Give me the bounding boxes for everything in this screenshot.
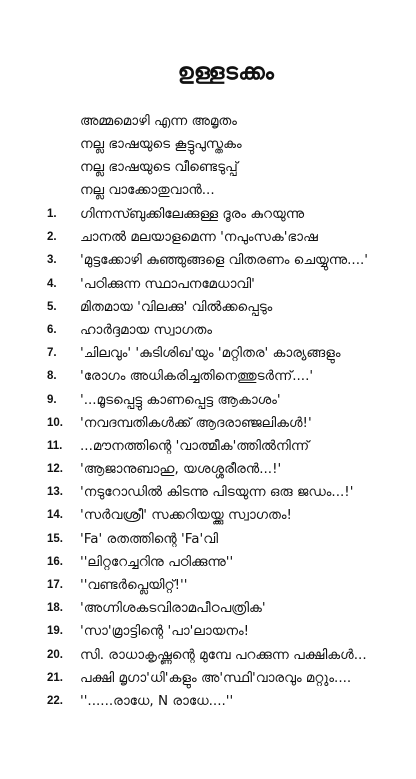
toc-title: മിതമായ 'വിലക്കു' വിൽക്കപ്പെടും [80, 298, 273, 315]
toc-title: പക്ഷി മൃഗാ'ധി'കളും അ'സ്ഥി'വാരവും മറ്റും.... [80, 669, 352, 686]
toc-title: ...മൗനത്തിന്റെ 'വാത്മീക'ത്തിൽനിന്ന് [80, 437, 310, 454]
toc-item [0, 342, 416, 365]
toc-number: 10. [47, 416, 63, 429]
toc-item [0, 273, 416, 296]
toc-item [0, 226, 416, 249]
intro-list [80, 110, 242, 202]
toc-item [0, 597, 416, 620]
toc-title: ''ലിറ്ററേച്ചറിനു പഠിക്കുന്നു'' [80, 553, 234, 570]
page-title: ഉള്ളടക്കം [177, 60, 275, 85]
toc-item [0, 412, 416, 435]
toc-item [0, 249, 416, 272]
toc-item [0, 389, 416, 412]
toc-item [0, 504, 416, 527]
toc-title: 'അഗ്നിശകടവിരാമപീഠപത്രിക' [80, 600, 266, 617]
toc-title: ചാനൽ മലയാളമെന്ന 'നപുംസക'ഭാഷ [80, 229, 318, 246]
toc-title: സി. രാധാകൃഷ്ണന്റെ മുമ്പേ പറക്കുന്ന പക്ഷികൾ... [80, 646, 367, 663]
toc-title: 'നടുറോഡിൽ കിടന്നു പിടയുന്ന ഒരു ജഡം...!' [80, 484, 354, 501]
toc-title: 'ചിലവും' 'കുടിശിഖ'യും 'മറ്റിതര' കാര്യങ്ങളും [80, 345, 341, 362]
toc-title: 'പഠിക്കുന്ന സ്ഥാപനമേധാവി' [80, 275, 255, 292]
toc-item [0, 620, 416, 643]
toc-title: 'നവദമ്പതികൾക്ക് ആദരാഞ്ജലികൾ!' [80, 414, 312, 431]
toc-item [0, 690, 416, 713]
toc-title: 'Fa' രതത്തിന്റെ 'Fa'വി [80, 530, 219, 547]
toc-number: 15. [47, 532, 63, 545]
toc-number: 21. [47, 671, 63, 684]
toc-title: ''വണ്ടർപ്ലെയിറ്റ്!'' [80, 577, 188, 593]
toc-item [0, 296, 416, 319]
toc-number: 13. [47, 486, 63, 499]
toc-title: 'ആജാനുബാഹു, യശശ്ശരീരൻ...!' [80, 461, 282, 478]
intro-item: അമ്മമൊഴി എന്ന അമൃതം [80, 113, 237, 129]
toc-number: 12. [47, 463, 63, 476]
toc-number: 4. [47, 277, 57, 290]
toc-number: 20. [47, 648, 63, 661]
toc-item [0, 203, 416, 226]
toc-item [0, 481, 416, 504]
toc-item [0, 644, 416, 667]
toc-number: 22. [47, 694, 63, 707]
toc-number: 6. [47, 323, 57, 336]
toc-number: 1. [47, 208, 57, 220]
toc-number: 11. [47, 439, 63, 452]
toc-number: 18. [47, 602, 63, 615]
toc-number: 3. [47, 254, 57, 267]
intro-item: നല്ല ഭാഷയുടെ വീണ്ടെടുപ്പ് [80, 159, 238, 175]
intro-item: നല്ല ഭാഷയുടെ കൂട്ടുപുസ്തകം [80, 136, 242, 152]
toc-title: 'സാ'മ്രാട്ടിന്റെ 'പാ'ലായനം! [80, 623, 250, 640]
toc-number: 8. [47, 370, 57, 383]
toc-item [0, 667, 416, 690]
toc-title: 'രോഗം അധികരിച്ചതിനെത്തുടർന്ന്....' [80, 368, 314, 385]
toc-item [0, 435, 416, 458]
toc-item [0, 528, 416, 551]
toc-number: 2. [47, 231, 57, 244]
toc-number: 14. [47, 509, 63, 522]
toc-title: ''......രാധേ, N രാധേ....'' [80, 692, 234, 709]
toc-number: 19. [47, 625, 63, 638]
toc-item [0, 551, 416, 574]
toc-title: ഗിന്നസ്ബുക്കിലേക്കുള്ള ദൂരം കുറയുന്നു [80, 206, 305, 222]
toc-item [0, 319, 416, 342]
toc-number: 5. [47, 300, 57, 313]
toc-title: '...മൂടപ്പെട്ടു കാണപ്പെട്ട ആകാശം' [80, 391, 281, 408]
toc-number: 7. [47, 347, 57, 360]
toc-number: 17. [47, 579, 63, 591]
toc-item [0, 365, 416, 388]
toc-number: 16. [47, 555, 63, 568]
toc-list [0, 203, 416, 713]
intro-item: നല്ല വാക്കോതുവാൻ... [80, 182, 215, 198]
toc-title: 'സർവശ്രീ' സക്കറിയയ്ക്കു സ്വാഗതം! [80, 507, 292, 524]
toc-item [0, 458, 416, 481]
toc-title: ഹാർദ്ദമായ സ്വാഗതം [80, 321, 213, 338]
toc-number: 9. [47, 393, 57, 406]
toc-title: 'മുട്ടക്കോഴി കുഞ്ഞുങ്ങളെ വിതരണം ചെയ്യുന്നു....' [80, 252, 369, 269]
toc-item [0, 574, 416, 597]
